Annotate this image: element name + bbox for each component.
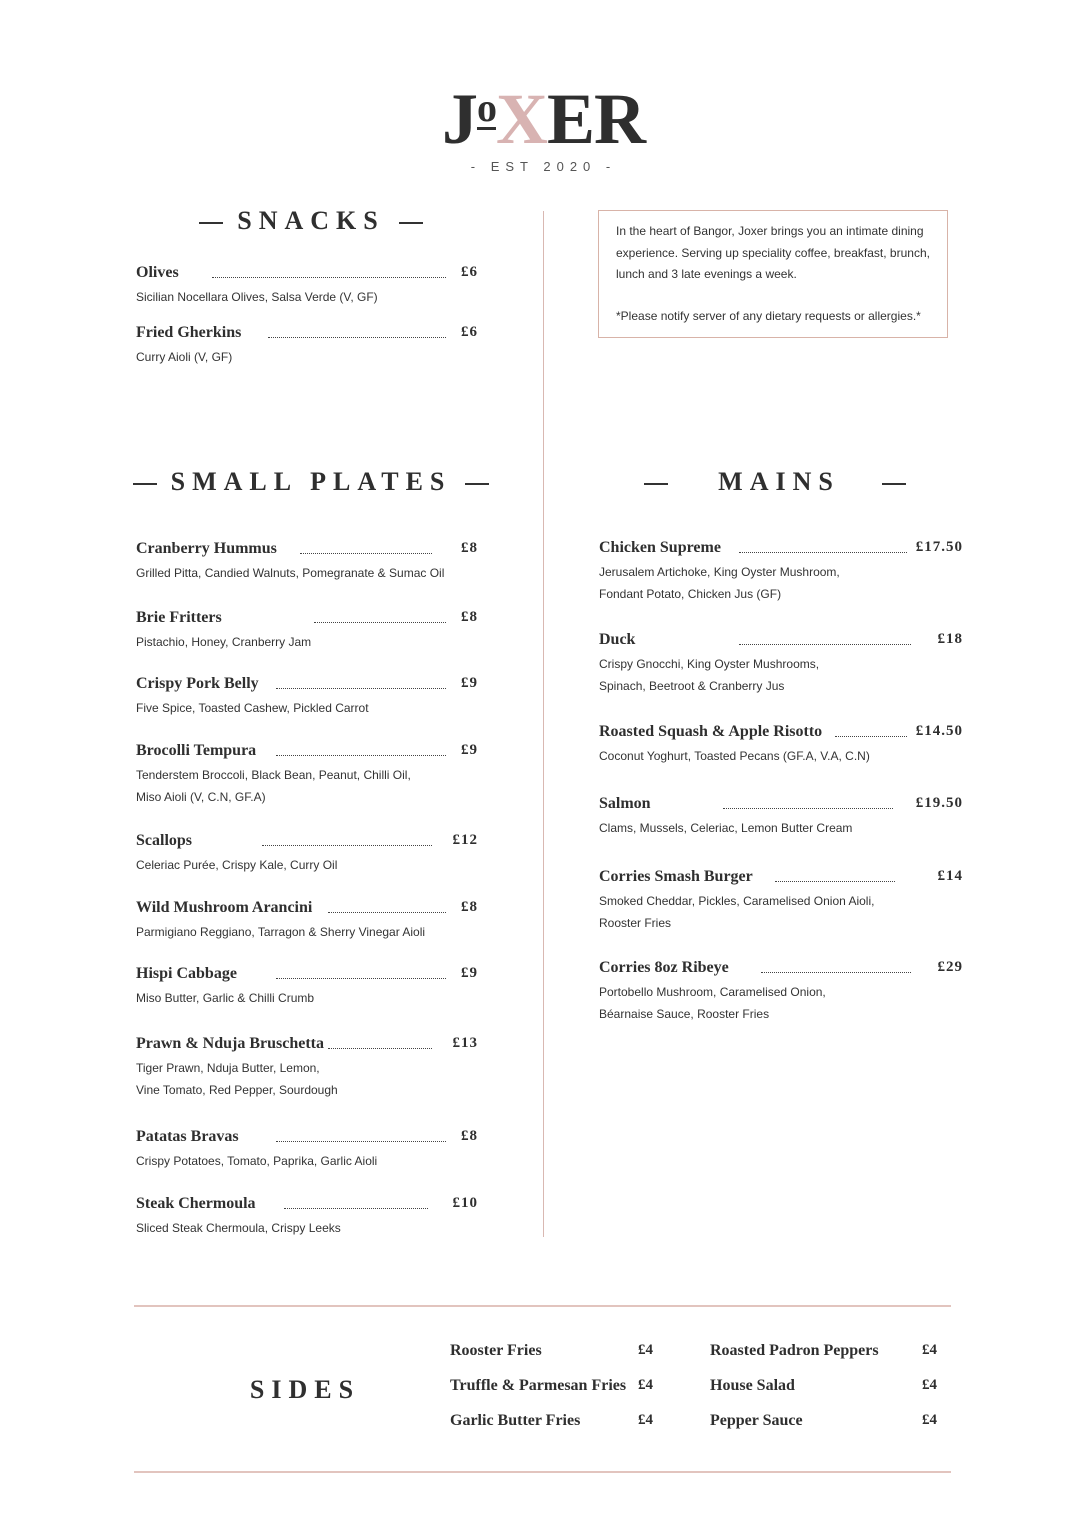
dot-leader xyxy=(328,1048,432,1049)
menu-item-name: Olives xyxy=(136,264,179,281)
menu-item-row xyxy=(136,832,478,854)
dot-leader xyxy=(276,688,446,689)
menu-item-description: Tenderstem Broccoli, Black Bean, Peanut, Chilli Oil, xyxy=(136,768,411,782)
menu-item-chicken-supreme xyxy=(599,539,963,605)
sides-bottom-rule xyxy=(134,1471,951,1473)
menu-item-name: Hispi Cabbage xyxy=(136,965,237,982)
menu-item-hispi-cabbage xyxy=(136,965,478,1009)
menu-item-description-line-2: Fondant Potato, Chicken Jus (GF) xyxy=(599,587,782,601)
side-item-name: Roasted Padron Peppers xyxy=(710,1342,879,1359)
dot-leader xyxy=(723,808,893,809)
menu-item-brie-fritters xyxy=(136,609,478,653)
menu-item-description: Portobello Mushroom, Caramelised Onion, xyxy=(599,985,826,999)
menu-item-description: Smoked Cheddar, Pickles, Caramelised Onion Aioli, xyxy=(599,894,875,908)
menu-item-row xyxy=(136,742,478,764)
side-item-name: Truffle & Parmesan Fries xyxy=(450,1377,627,1394)
menu-item-steak-chermoula xyxy=(136,1195,478,1239)
menu-item-description: Tiger Prawn, Nduja Butter, Lemon, xyxy=(136,1061,320,1075)
menu-item-price: £12 xyxy=(452,832,478,848)
menu-item-row xyxy=(599,868,963,890)
menu-item-price: £18 xyxy=(937,631,963,647)
heading-dash xyxy=(133,483,157,485)
menu-item-price: £10 xyxy=(452,1195,478,1211)
menu-item-corries-smash-burger xyxy=(599,868,963,934)
menu-item-scallops xyxy=(136,832,478,876)
heading-dash xyxy=(882,483,906,485)
menu-item-price: £8 xyxy=(461,899,478,915)
menu-item-name: Roasted Squash & Apple Risotto xyxy=(599,723,823,740)
menu-item-row xyxy=(136,540,478,562)
sides-heading xyxy=(200,1375,410,1405)
menu-item-description-line-2: Vine Tomato, Red Pepper, Sourdough xyxy=(136,1083,338,1097)
heading-dash xyxy=(199,222,223,224)
menu-item-row xyxy=(136,324,478,346)
logo-wordmark xyxy=(0,68,1087,159)
heading-dash xyxy=(399,222,423,224)
side-item-name: Garlic Butter Fries xyxy=(450,1412,581,1429)
menu-item-fried-gherkins xyxy=(136,324,478,368)
dot-leader xyxy=(276,1141,446,1142)
menu-item-description: Clams, Mussels, Celeriac, Lemon Butter Cream xyxy=(599,821,853,835)
side-item-price: £4 xyxy=(638,1377,653,1393)
menu-item-row xyxy=(136,1195,478,1217)
menu-item-roasted-squash-and-apple-risotto xyxy=(599,723,963,767)
menu-item-name: Steak Chermoula xyxy=(136,1195,256,1212)
menu-item-salmon xyxy=(599,795,963,839)
snacks-heading-text: SNACKS xyxy=(237,206,385,235)
dot-leader xyxy=(300,553,432,554)
menu-item-olives xyxy=(136,264,478,308)
side-item-roasted-padron-peppers xyxy=(710,1342,950,1360)
sides-top-rule xyxy=(134,1305,951,1307)
menu-item-name: Brocolli Tempura xyxy=(136,742,257,759)
menu-item-row xyxy=(136,675,478,697)
menu-item-wild-mushroom-arancini xyxy=(136,899,478,943)
menu-item-description: Parmigiano Reggiano, Tarragon & Sherry Vinegar Aioli xyxy=(136,925,426,939)
menu-item-row xyxy=(599,959,963,981)
side-item-pepper-sauce xyxy=(710,1412,950,1430)
dot-leader xyxy=(276,978,446,979)
column-divider xyxy=(543,211,544,1237)
heading-dash xyxy=(465,483,489,485)
menu-item-patatas-bravas xyxy=(136,1128,478,1172)
menu-item-row xyxy=(136,1035,478,1057)
dot-leader xyxy=(276,755,446,756)
menu-item-name: Chicken Supreme xyxy=(599,539,721,556)
dot-leader xyxy=(739,552,907,553)
menu-item-description: Sliced Steak Chermoula, Crispy Leeks xyxy=(136,1221,341,1235)
menu-item-crispy-pork-belly xyxy=(136,675,478,719)
side-item-price: £4 xyxy=(922,1377,937,1393)
menu-item-description: Crispy Potatoes, Tomato, Paprika, Garlic Aioli xyxy=(136,1154,378,1168)
menu-item-description: Coconut Yoghurt, Toasted Pecans (GF.A, V.A, C.N) xyxy=(599,749,870,763)
dot-leader xyxy=(775,881,895,882)
menu-item-description-line-2: Rooster Fries xyxy=(599,916,672,930)
menu-item-description: Five Spice, Toasted Cashew, Pickled Carrot xyxy=(136,701,369,715)
menu-item-price: £9 xyxy=(461,742,478,758)
established-tagline: - EST 2020 - xyxy=(470,159,617,174)
menu-item-description: Sicilian Nocellara Olives, Salsa Verde (V, GF) xyxy=(136,290,378,304)
menu-item-price: £8 xyxy=(461,540,478,556)
menu-item-description: Curry Aioli (V, GF) xyxy=(136,350,233,364)
menu-item-name: Wild Mushroom Arancini xyxy=(136,899,313,916)
menu-item-name: Duck xyxy=(599,631,636,648)
menu-item-name: Corries 8oz Ribeye xyxy=(599,959,729,976)
dot-leader xyxy=(314,622,446,623)
menu-item-row xyxy=(136,965,478,987)
menu-item-description-line-2: Béarnaise Sauce, Rooster Fries xyxy=(599,1007,770,1021)
menu-item-row xyxy=(136,899,478,921)
menu-item-description: Pistachio, Honey, Cranberry Jam xyxy=(136,635,312,649)
menu-item-row xyxy=(599,795,963,817)
menu-item-name: Prawn & Nduja Bruschetta xyxy=(136,1035,324,1052)
menu-item-price: £6 xyxy=(461,264,478,280)
dot-leader xyxy=(835,736,907,737)
dot-leader xyxy=(761,972,911,973)
menu-item-name: Cranberry Hummus xyxy=(136,540,277,557)
small-plates-heading-text: SMALL PLATES xyxy=(170,467,452,496)
logo-letters-er: ER xyxy=(546,79,646,159)
side-item-price: £4 xyxy=(638,1342,653,1358)
menu-item-row xyxy=(599,631,963,653)
menu-item-name: Salmon xyxy=(599,795,651,812)
mains-heading-text: MAINS xyxy=(718,467,840,496)
dot-leader xyxy=(262,845,432,846)
menu-item-description-line-2: Spinach, Beetroot & Cranberry Jus xyxy=(599,679,785,693)
menu-item-price: £8 xyxy=(461,1128,478,1144)
menu-item-description: Jerusalem Artichoke, King Oyster Mushroom, xyxy=(599,565,840,579)
menu-item-description: Celeriac Purée, Crispy Kale, Curry Oil xyxy=(136,858,338,872)
menu-item-description: Grilled Pitta, Candied Walnuts, Pomegranate & Sumac Oil xyxy=(136,566,445,580)
side-item-name: Rooster Fries xyxy=(450,1342,542,1359)
menu-item-name: Fried Gherkins xyxy=(136,324,242,341)
menu-item-prawn-and-nduja-bruschetta xyxy=(136,1035,478,1101)
menu-item-price: £9 xyxy=(461,965,478,981)
sides-heading-text: SIDES xyxy=(249,1375,361,1404)
menu-item-price: £8 xyxy=(461,609,478,625)
menu-item-name: Patatas Bravas xyxy=(136,1128,239,1145)
side-item-garlic-butter-fries xyxy=(450,1412,690,1430)
side-item-rooster-fries xyxy=(450,1342,690,1360)
menu-item-row xyxy=(599,723,963,745)
mains-heading xyxy=(600,467,950,497)
side-item-price: £4 xyxy=(922,1342,937,1358)
dot-leader xyxy=(739,644,911,645)
dot-leader xyxy=(328,912,446,913)
info-box xyxy=(598,210,948,338)
side-item-truffle-and-parmesan-fries xyxy=(450,1377,690,1395)
menu-item-name: Crispy Pork Belly xyxy=(136,675,259,692)
menu-item-price: £14 xyxy=(937,868,963,884)
logo xyxy=(0,68,1087,174)
info-text: In the heart of Bangor, Joxer brings you an intimate dining experience. Serving up speciality coffee, breakfast, brunch, lunch and 3 late evenings a week. xyxy=(616,224,930,281)
side-item-name: Pepper Sauce xyxy=(710,1412,803,1429)
menu-item-price: £6 xyxy=(461,324,478,340)
menu-item-price: £9 xyxy=(461,675,478,691)
side-item-price: £4 xyxy=(922,1412,937,1428)
menu-item-price: £13 xyxy=(452,1035,478,1051)
menu-item-description: Miso Butter, Garlic & Chilli Crumb xyxy=(136,991,315,1005)
menu-item-price: £17.50 xyxy=(915,539,963,555)
menu-item-name: Corries Smash Burger xyxy=(599,868,753,885)
menu-item-price: £29 xyxy=(937,959,963,975)
snacks-heading xyxy=(136,206,486,236)
dot-leader xyxy=(284,1208,428,1209)
menu-item-name: Brie Fritters xyxy=(136,609,222,626)
menu-item-row xyxy=(136,1128,478,1150)
logo-letter-o: o xyxy=(476,85,496,130)
menu-item-description-line-2: Miso Aioli (V, C.N, GF.A) xyxy=(136,790,266,804)
menu-item-row xyxy=(136,264,478,286)
menu-item-row xyxy=(599,539,963,561)
menu-item-corries-8oz-ribeye xyxy=(599,959,963,1025)
menu-item-duck xyxy=(599,631,963,697)
menu-item-row xyxy=(136,609,478,631)
heading-dash xyxy=(644,483,668,485)
menu-item-price: £19.50 xyxy=(915,795,963,811)
logo-letter-j: J xyxy=(441,79,477,159)
menu-item-cranberry-hummus xyxy=(136,540,478,584)
small-plates-heading xyxy=(118,467,504,497)
side-item-house-salad xyxy=(710,1377,950,1395)
allergy-note: *Please notify server of any dietary requests or allergies.* xyxy=(616,308,921,323)
dot-leader xyxy=(212,277,446,278)
side-item-price: £4 xyxy=(638,1412,653,1428)
menu-item-price: £14.50 xyxy=(915,723,963,739)
menu-item-brocolli-tempura xyxy=(136,742,478,808)
side-item-name: House Salad xyxy=(710,1377,795,1394)
menu-item-name: Scallops xyxy=(136,832,193,849)
menu-item-description: Crispy Gnocchi, King Oyster Mushrooms, xyxy=(599,657,820,671)
logo-letter-x: X xyxy=(495,79,547,159)
dot-leader xyxy=(268,337,446,338)
